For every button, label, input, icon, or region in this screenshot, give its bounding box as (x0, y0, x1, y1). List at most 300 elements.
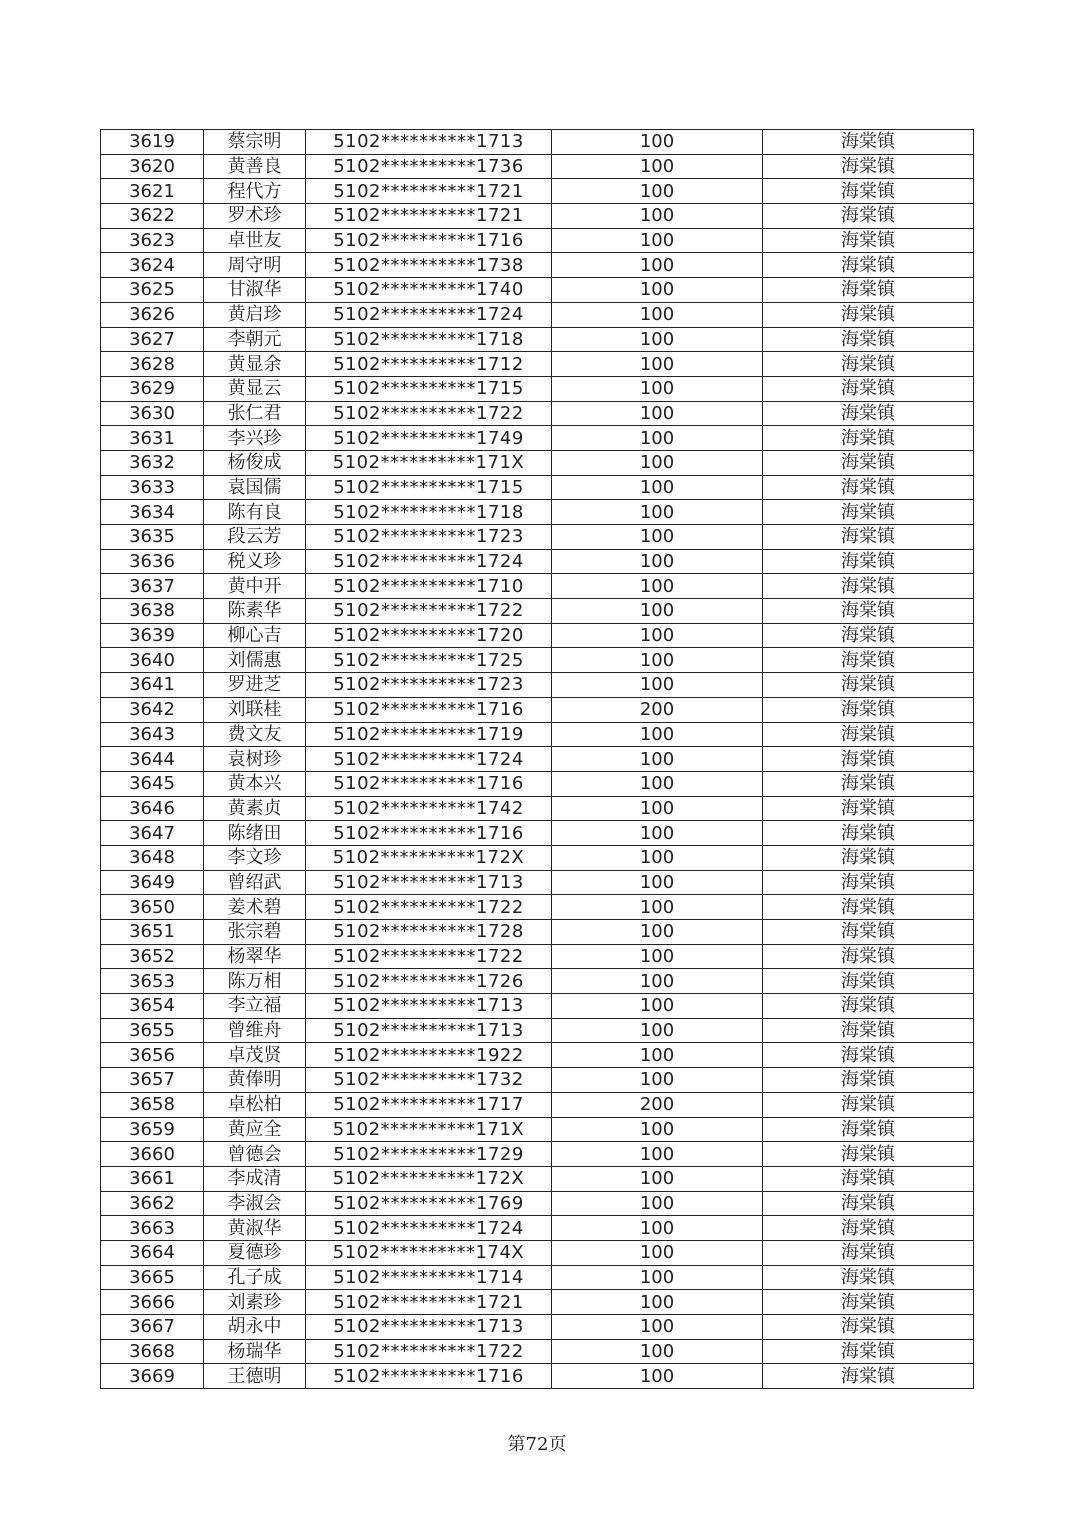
page-number: 第72页 (507, 1434, 567, 1455)
serial-number-cell: 3664 (101, 1240, 204, 1265)
table-row (101, 549, 974, 574)
serial-number-cell: 3632 (101, 450, 204, 475)
table-row (101, 179, 974, 204)
table-row (101, 895, 974, 920)
town-cell: 海棠镇 (763, 1339, 974, 1364)
id-number-cell: 5102**********1716 (306, 771, 552, 796)
table-row (101, 204, 974, 229)
name-cell: 李兴珍 (204, 426, 306, 451)
table-row (101, 1216, 974, 1241)
amount-cell: 100 (552, 1315, 763, 1340)
id-number-cell: 5102**********1742 (306, 796, 552, 821)
amount-cell: 100 (552, 722, 763, 747)
table-row (101, 228, 974, 253)
amount-cell: 100 (552, 278, 763, 303)
serial-number-cell: 3639 (101, 623, 204, 648)
town-cell: 海棠镇 (763, 204, 974, 229)
serial-number-cell: 3624 (101, 253, 204, 278)
serial-number-cell: 3668 (101, 1339, 204, 1364)
town-cell: 海棠镇 (763, 1315, 974, 1340)
amount-cell: 100 (552, 574, 763, 599)
town-cell: 海棠镇 (763, 154, 974, 179)
table-row (101, 376, 974, 401)
amount-cell: 100 (552, 673, 763, 698)
serial-number-cell: 3633 (101, 475, 204, 500)
name-cell: 曾绍武 (204, 870, 306, 895)
serial-number-cell: 3665 (101, 1265, 204, 1290)
name-cell: 刘素珍 (204, 1290, 306, 1315)
name-cell: 甘淑华 (204, 278, 306, 303)
id-number-cell: 5102**********1721 (306, 1290, 552, 1315)
table-row (101, 574, 974, 599)
table-row (101, 845, 974, 870)
serial-number-cell: 3627 (101, 327, 204, 352)
serial-number-cell: 3667 (101, 1315, 204, 1340)
town-cell: 海棠镇 (763, 1265, 974, 1290)
town-cell: 海棠镇 (763, 1166, 974, 1191)
town-cell: 海棠镇 (763, 500, 974, 525)
name-cell: 黄本兴 (204, 771, 306, 796)
serial-number-cell: 3622 (101, 204, 204, 229)
town-cell: 海棠镇 (763, 302, 974, 327)
name-cell: 陈素华 (204, 599, 306, 624)
table-row (101, 994, 974, 1019)
table-row (101, 920, 974, 945)
amount-cell: 100 (552, 1290, 763, 1315)
id-number-cell: 5102**********1740 (306, 278, 552, 303)
town-cell: 海棠镇 (763, 1018, 974, 1043)
town-cell: 海棠镇 (763, 549, 974, 574)
serial-number-cell: 3642 (101, 697, 204, 722)
name-cell: 黄中开 (204, 574, 306, 599)
amount-cell: 100 (552, 796, 763, 821)
amount-cell: 100 (552, 1018, 763, 1043)
town-cell: 海棠镇 (763, 1191, 974, 1216)
id-number-cell: 5102**********1722 (306, 1339, 552, 1364)
name-cell: 柳心吉 (204, 623, 306, 648)
serial-number-cell: 3669 (101, 1364, 204, 1389)
amount-cell: 100 (552, 1364, 763, 1389)
serial-number-cell: 3647 (101, 821, 204, 846)
id-number-cell: 5102**********1721 (306, 179, 552, 204)
id-number-cell: 5102**********1723 (306, 525, 552, 550)
town-cell: 海棠镇 (763, 920, 974, 945)
amount-cell: 200 (552, 1092, 763, 1117)
amount-cell: 100 (552, 845, 763, 870)
id-number-cell: 5102**********1722 (306, 599, 552, 624)
serial-number-cell: 3629 (101, 376, 204, 401)
town-cell: 海棠镇 (763, 376, 974, 401)
name-cell: 王德明 (204, 1364, 306, 1389)
town-cell: 海棠镇 (763, 1216, 974, 1241)
name-cell: 陈万相 (204, 969, 306, 994)
id-number-cell: 5102**********1724 (306, 549, 552, 574)
amount-cell: 100 (552, 994, 763, 1019)
serial-number-cell: 3653 (101, 969, 204, 994)
table-row (101, 475, 974, 500)
serial-number-cell: 3623 (101, 228, 204, 253)
id-number-cell: 5102**********1712 (306, 352, 552, 377)
amount-cell: 100 (552, 475, 763, 500)
name-cell: 夏德珍 (204, 1240, 306, 1265)
table-row (101, 623, 974, 648)
table-row (101, 352, 974, 377)
amount-cell: 100 (552, 1216, 763, 1241)
name-cell: 程代方 (204, 179, 306, 204)
amount-cell: 100 (552, 179, 763, 204)
serial-number-cell: 3634 (101, 500, 204, 525)
amount-cell: 100 (552, 1068, 763, 1093)
table-row (101, 401, 974, 426)
town-cell: 海棠镇 (763, 253, 974, 278)
town-cell: 海棠镇 (763, 870, 974, 895)
id-number-cell: 5102**********1713 (306, 1018, 552, 1043)
serial-number-cell: 3644 (101, 747, 204, 772)
table-row (101, 1191, 974, 1216)
id-number-cell: 5102**********174X (306, 1240, 552, 1265)
id-number-cell: 5102**********1716 (306, 1364, 552, 1389)
town-cell: 海棠镇 (763, 327, 974, 352)
name-cell: 黄淑华 (204, 1216, 306, 1241)
name-cell: 罗进芝 (204, 673, 306, 698)
id-number-cell: 5102**********1716 (306, 821, 552, 846)
name-cell: 陈有良 (204, 500, 306, 525)
id-number-cell: 5102**********1713 (306, 130, 552, 155)
table-row (101, 154, 974, 179)
amount-cell: 100 (552, 376, 763, 401)
town-cell: 海棠镇 (763, 574, 974, 599)
name-cell: 卓世友 (204, 228, 306, 253)
amount-cell: 100 (552, 821, 763, 846)
table-row (101, 302, 974, 327)
table-row (101, 1240, 974, 1265)
id-number-cell: 5102**********1749 (306, 426, 552, 451)
table-row (101, 450, 974, 475)
serial-number-cell: 3641 (101, 673, 204, 698)
id-number-cell: 5102**********1736 (306, 154, 552, 179)
amount-cell: 100 (552, 1191, 763, 1216)
table-row (101, 1068, 974, 1093)
id-number-cell: 5102**********1722 (306, 401, 552, 426)
amount-cell: 100 (552, 426, 763, 451)
id-number-cell: 5102**********1725 (306, 648, 552, 673)
amount-cell: 100 (552, 302, 763, 327)
name-cell: 姜术碧 (204, 895, 306, 920)
id-number-cell: 5102**********171X (306, 1117, 552, 1142)
town-cell: 海棠镇 (763, 450, 974, 475)
serial-number-cell: 3659 (101, 1117, 204, 1142)
name-cell: 卓松柏 (204, 1092, 306, 1117)
table-row (101, 796, 974, 821)
amount-cell: 100 (552, 401, 763, 426)
id-number-cell: 5102**********171X (306, 450, 552, 475)
serial-number-cell: 3625 (101, 278, 204, 303)
name-cell: 曾维舟 (204, 1018, 306, 1043)
amount-cell: 100 (552, 648, 763, 673)
amount-cell: 100 (552, 327, 763, 352)
table-row (101, 1339, 974, 1364)
id-number-cell: 5102**********1713 (306, 870, 552, 895)
table-row (101, 771, 974, 796)
name-cell: 陈绪田 (204, 821, 306, 846)
serial-number-cell: 3637 (101, 574, 204, 599)
id-number-cell: 5102**********1714 (306, 1265, 552, 1290)
id-number-cell: 5102**********1728 (306, 920, 552, 945)
name-cell: 罗术珍 (204, 204, 306, 229)
name-cell: 黄显余 (204, 352, 306, 377)
name-cell: 孔子成 (204, 1265, 306, 1290)
id-number-cell: 5102**********1723 (306, 673, 552, 698)
amount-cell: 100 (552, 1117, 763, 1142)
serial-number-cell: 3645 (101, 771, 204, 796)
name-cell: 费文友 (204, 722, 306, 747)
amount-cell: 100 (552, 1043, 763, 1068)
amount-cell: 100 (552, 623, 763, 648)
id-number-cell: 5102**********1922 (306, 1043, 552, 1068)
table-row (101, 1117, 974, 1142)
town-cell: 海棠镇 (763, 1117, 974, 1142)
amount-cell: 100 (552, 1339, 763, 1364)
serial-number-cell: 3658 (101, 1092, 204, 1117)
name-cell: 黄俸明 (204, 1068, 306, 1093)
name-cell: 刘儒惠 (204, 648, 306, 673)
name-cell: 袁国儒 (204, 475, 306, 500)
serial-number-cell: 3651 (101, 920, 204, 945)
id-number-cell: 5102**********1729 (306, 1142, 552, 1167)
table-row (101, 1043, 974, 1068)
serial-number-cell: 3638 (101, 599, 204, 624)
town-cell: 海棠镇 (763, 845, 974, 870)
town-cell: 海棠镇 (763, 821, 974, 846)
town-cell: 海棠镇 (763, 623, 974, 648)
table-row (101, 426, 974, 451)
amount-cell: 100 (552, 253, 763, 278)
town-cell: 海棠镇 (763, 352, 974, 377)
name-cell: 杨瑞华 (204, 1339, 306, 1364)
amount-cell: 100 (552, 204, 763, 229)
serial-number-cell: 3630 (101, 401, 204, 426)
amount-cell: 100 (552, 154, 763, 179)
id-number-cell: 5102**********172X (306, 1166, 552, 1191)
serial-number-cell: 3626 (101, 302, 204, 327)
id-number-cell: 5102**********1724 (306, 747, 552, 772)
name-cell: 李文珍 (204, 845, 306, 870)
table-row (101, 1265, 974, 1290)
amount-cell: 100 (552, 500, 763, 525)
id-number-cell: 5102**********1724 (306, 1216, 552, 1241)
amount-cell: 100 (552, 599, 763, 624)
amount-cell: 100 (552, 771, 763, 796)
table-row (101, 327, 974, 352)
id-number-cell: 5102**********1738 (306, 253, 552, 278)
town-cell: 海棠镇 (763, 796, 974, 821)
amount-cell: 100 (552, 895, 763, 920)
id-number-cell: 5102**********1715 (306, 475, 552, 500)
name-cell: 黄显云 (204, 376, 306, 401)
town-cell: 海棠镇 (763, 1290, 974, 1315)
table-row (101, 1290, 974, 1315)
id-number-cell: 5102**********1722 (306, 944, 552, 969)
name-cell: 黄善良 (204, 154, 306, 179)
name-cell: 李淑会 (204, 1191, 306, 1216)
name-cell: 段云芳 (204, 525, 306, 550)
amount-cell: 100 (552, 1265, 763, 1290)
name-cell: 张宗碧 (204, 920, 306, 945)
id-number-cell: 5102**********1716 (306, 697, 552, 722)
amount-cell: 200 (552, 697, 763, 722)
serial-number-cell: 3661 (101, 1166, 204, 1191)
id-number-cell: 5102**********1715 (306, 376, 552, 401)
amount-cell: 100 (552, 1166, 763, 1191)
name-cell: 曾德会 (204, 1142, 306, 1167)
amount-cell: 100 (552, 525, 763, 550)
table-row (101, 1315, 974, 1340)
id-number-cell: 5102**********1716 (306, 228, 552, 253)
town-cell: 海棠镇 (763, 944, 974, 969)
name-cell: 张仁君 (204, 401, 306, 426)
table-row (101, 870, 974, 895)
town-cell: 海棠镇 (763, 722, 974, 747)
table-row (101, 130, 974, 155)
amount-cell: 100 (552, 352, 763, 377)
table-row (101, 747, 974, 772)
table-row (101, 1018, 974, 1043)
table-row (101, 673, 974, 698)
name-cell: 杨俊成 (204, 450, 306, 475)
serial-number-cell: 3636 (101, 549, 204, 574)
name-cell: 胡永中 (204, 1315, 306, 1340)
town-cell: 海棠镇 (763, 697, 974, 722)
town-cell: 海棠镇 (763, 747, 974, 772)
id-number-cell: 5102**********1718 (306, 327, 552, 352)
table-row (101, 1142, 974, 1167)
serial-number-cell: 3660 (101, 1142, 204, 1167)
town-cell: 海棠镇 (763, 599, 974, 624)
amount-cell: 100 (552, 450, 763, 475)
id-number-cell: 5102**********1713 (306, 994, 552, 1019)
serial-number-cell: 3663 (101, 1216, 204, 1241)
amount-cell: 100 (552, 920, 763, 945)
serial-number-cell: 3655 (101, 1018, 204, 1043)
name-cell: 李朝元 (204, 327, 306, 352)
town-cell: 海棠镇 (763, 648, 974, 673)
amount-cell: 100 (552, 549, 763, 574)
id-number-cell: 5102**********1713 (306, 1315, 552, 1340)
serial-number-cell: 3654 (101, 994, 204, 1019)
table-row (101, 944, 974, 969)
serial-number-cell: 3652 (101, 944, 204, 969)
name-cell: 李成清 (204, 1166, 306, 1191)
name-cell: 杨翠华 (204, 944, 306, 969)
table-row (101, 969, 974, 994)
name-cell: 周守明 (204, 253, 306, 278)
serial-number-cell: 3643 (101, 722, 204, 747)
serial-number-cell: 3649 (101, 870, 204, 895)
amount-cell: 100 (552, 969, 763, 994)
town-cell: 海棠镇 (763, 525, 974, 550)
town-cell: 海棠镇 (763, 673, 974, 698)
serial-number-cell: 3648 (101, 845, 204, 870)
serial-number-cell: 3619 (101, 130, 204, 155)
serial-number-cell: 3628 (101, 352, 204, 377)
town-cell: 海棠镇 (763, 1142, 974, 1167)
id-number-cell: 5102**********172X (306, 845, 552, 870)
serial-number-cell: 3635 (101, 525, 204, 550)
town-cell: 海棠镇 (763, 179, 974, 204)
table-row (101, 500, 974, 525)
table-row (101, 1092, 974, 1117)
table-row (101, 278, 974, 303)
town-cell: 海棠镇 (763, 1240, 974, 1265)
id-number-cell: 5102**********1710 (306, 574, 552, 599)
serial-number-cell: 3621 (101, 179, 204, 204)
serial-number-cell: 3646 (101, 796, 204, 821)
amount-cell: 100 (552, 870, 763, 895)
table-row (101, 525, 974, 550)
town-cell: 海棠镇 (763, 1364, 974, 1389)
town-cell: 海棠镇 (763, 278, 974, 303)
table-row (101, 253, 974, 278)
id-number-cell: 5102**********1726 (306, 969, 552, 994)
serial-number-cell: 3656 (101, 1043, 204, 1068)
table-row (101, 648, 974, 673)
town-cell: 海棠镇 (763, 130, 974, 155)
name-cell: 税义珍 (204, 549, 306, 574)
serial-number-cell: 3640 (101, 648, 204, 673)
name-cell: 卓茂贤 (204, 1043, 306, 1068)
town-cell: 海棠镇 (763, 969, 974, 994)
id-number-cell: 5102**********1719 (306, 722, 552, 747)
table-row (101, 821, 974, 846)
id-number-cell: 5102**********1769 (306, 1191, 552, 1216)
serial-number-cell: 3666 (101, 1290, 204, 1315)
town-cell: 海棠镇 (763, 994, 974, 1019)
id-number-cell: 5102**********1724 (306, 302, 552, 327)
amount-cell: 100 (552, 1142, 763, 1167)
id-number-cell: 5102**********1721 (306, 204, 552, 229)
name-cell: 袁树珍 (204, 747, 306, 772)
table-row (101, 1166, 974, 1191)
serial-number-cell: 3650 (101, 895, 204, 920)
serial-number-cell: 3620 (101, 154, 204, 179)
name-cell: 李立福 (204, 994, 306, 1019)
table-row (101, 599, 974, 624)
table-row (101, 1364, 974, 1389)
name-cell: 刘联桂 (204, 697, 306, 722)
table-row (101, 722, 974, 747)
id-number-cell: 5102**********1732 (306, 1068, 552, 1093)
name-cell: 黄应全 (204, 1117, 306, 1142)
id-number-cell: 5102**********1722 (306, 895, 552, 920)
amount-cell: 100 (552, 944, 763, 969)
town-cell: 海棠镇 (763, 771, 974, 796)
subsidy-list-table (100, 129, 974, 1389)
town-cell: 海棠镇 (763, 1092, 974, 1117)
town-cell: 海棠镇 (763, 401, 974, 426)
id-number-cell: 5102**********1720 (306, 623, 552, 648)
table-body (101, 130, 974, 1389)
id-number-cell: 5102**********1717 (306, 1092, 552, 1117)
amount-cell: 100 (552, 1240, 763, 1265)
town-cell: 海棠镇 (763, 228, 974, 253)
serial-number-cell: 3657 (101, 1068, 204, 1093)
name-cell: 黄启珍 (204, 302, 306, 327)
id-number-cell: 5102**********1718 (306, 500, 552, 525)
town-cell: 海棠镇 (763, 1068, 974, 1093)
town-cell: 海棠镇 (763, 426, 974, 451)
amount-cell: 100 (552, 747, 763, 772)
town-cell: 海棠镇 (763, 895, 974, 920)
